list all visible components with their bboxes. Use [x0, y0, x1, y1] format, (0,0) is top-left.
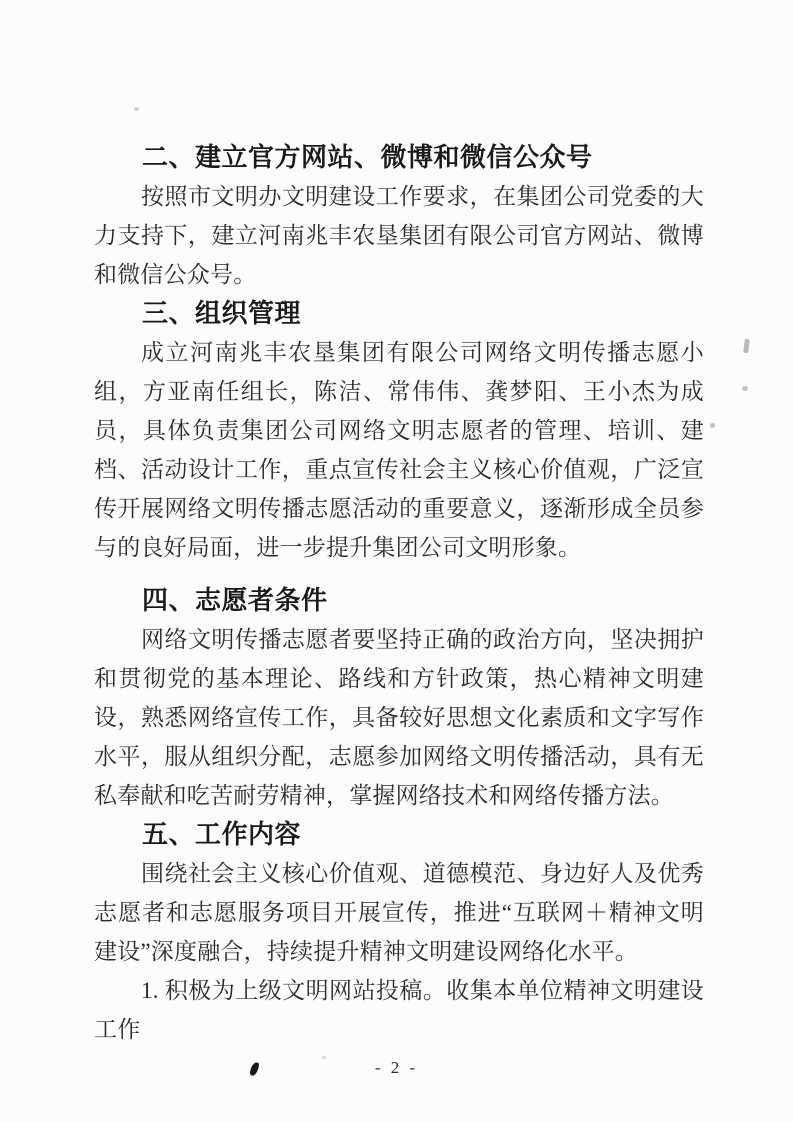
scan-speck	[710, 423, 715, 428]
section-heading-organization: 三、组织管理	[142, 298, 302, 328]
scan-speck	[134, 107, 139, 111]
numbered-item-1: 1. 积极为上级文明网站投稿。收集本单位精神文明建设工作	[94, 978, 704, 1042]
section-heading-work-content: 五、工作内容	[142, 819, 302, 849]
section-heading-website: 二、建立官方网站、微博和微信公众号	[142, 142, 593, 172]
page-number: - 2 -	[374, 1058, 419, 1077]
scan-speck	[742, 386, 748, 391]
scan-speck	[743, 339, 750, 354]
section-volunteer-requirements-paragraph: 网络文明传播志愿者要坚持正确的政治方向，坚决拥护和贯彻党的基本理论、路线和方针政策，热心精神文明建设，熟悉网络宣传工作，具备较好思想文化素质和文字写作水平，服从组织分配，志愿参加网络文明传播活动，具有无私奉献和吃苦耐劳精神，掌握网络技术和网络传播方法。	[94, 627, 704, 808]
section-organization-paragraph: 成立河南兆丰农垦集团有限公司网络文明传播志愿小组，方亚南任组长，陈洁、常伟伟、龚梦阳、王小杰为成员，具体负责集团公司网络文明志愿者的管理、培训、建档、活动设计工作，重点宣传社会主义核心价值观，广泛宣传开展网络文明传播志愿活动的重要意义，逐渐形成全员参与的良好局面，进一步提升集团公司文明形象。	[94, 340, 704, 560]
document-body	[94, 138, 704, 1049]
section-work-content-paragraph: 围绕社会主义核心价值观、道德模范、身边好人及优秀志愿者和志愿服务项目开展宣传，推进“互联网＋精神文明建设”深度融合，持续提升精神文明建设网络化水平。	[94, 861, 704, 964]
section-heading-volunteer-requirements: 四、志愿者条件	[142, 585, 328, 615]
section-website-paragraph: 按照市文明办文明建设工作要求，在集团公司党委的大力支持下，建立河南兆丰农垦集团有限公司官方网站、微博和微信公众号。	[94, 184, 704, 287]
